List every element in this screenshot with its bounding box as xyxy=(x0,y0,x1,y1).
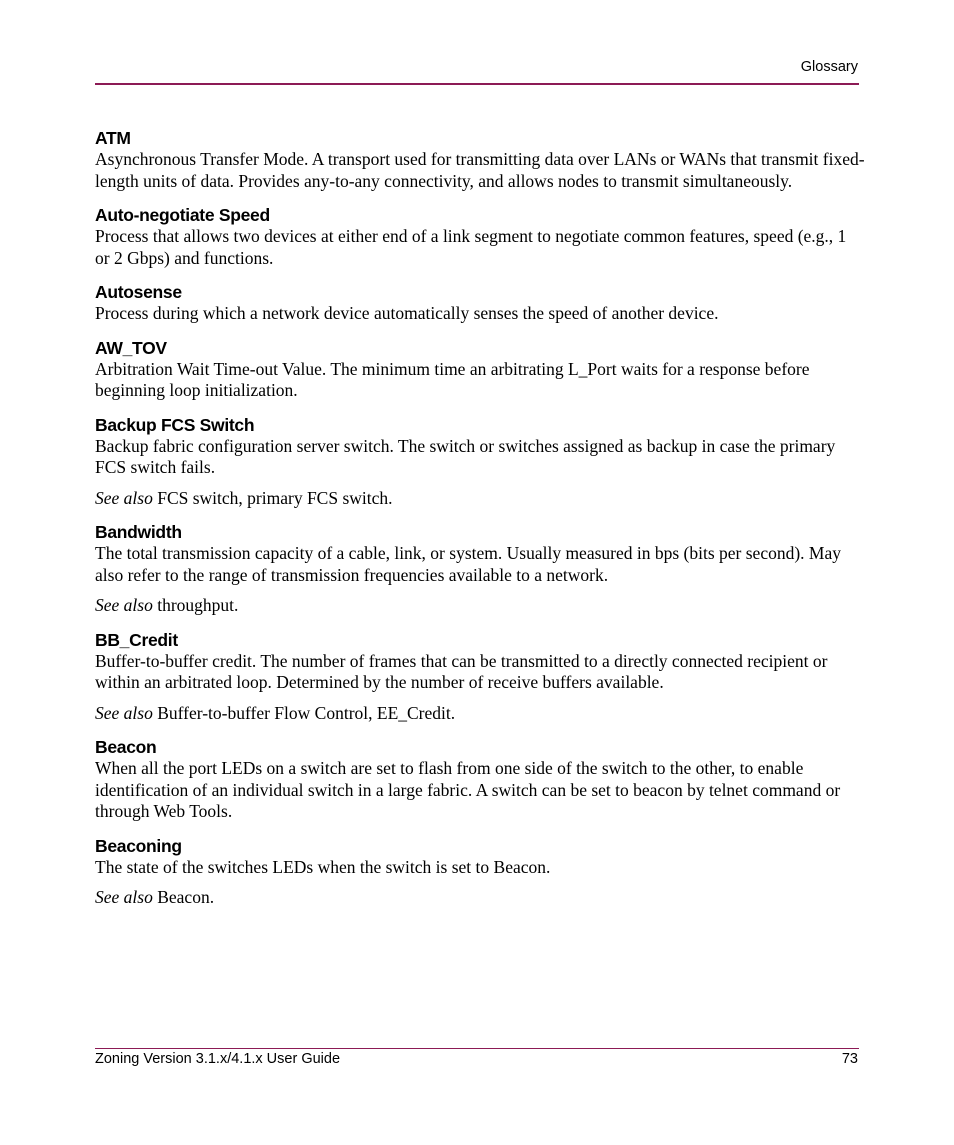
see-also-reference: throughput. xyxy=(157,595,239,615)
footer-rule xyxy=(95,1048,859,1049)
glossary-term: AW_TOV xyxy=(95,337,167,358)
glossary-entry-atm xyxy=(95,125,865,192)
see-also-label: See also xyxy=(95,487,153,508)
glossary-term: BB_Credit xyxy=(95,629,178,650)
glossary-term: Bandwidth xyxy=(95,522,182,542)
glossary-entry-autosense xyxy=(95,279,865,325)
page-number: 73 xyxy=(841,1051,858,1067)
glossary-entry-beaconing xyxy=(95,833,865,909)
see-also xyxy=(95,488,865,510)
see-also-label: See also xyxy=(95,887,153,907)
glossary-entry-bb-credit xyxy=(95,627,865,725)
glossary-entry-beacon xyxy=(95,734,865,823)
glossary-term: ATM xyxy=(95,128,131,148)
glossary-definition: Process during which a network device automatically senses the speed of another device. xyxy=(95,303,719,323)
glossary-entry-aw-tov xyxy=(95,335,865,402)
glossary-entry-auto-negotiate-speed xyxy=(95,202,865,269)
glossary-term: Auto-negotiate Speed xyxy=(95,205,270,225)
glossary-term: Autosense xyxy=(95,282,182,302)
see-also-reference: Beacon. xyxy=(157,887,215,907)
see-also xyxy=(95,595,865,617)
glossary-term: Backup FCS Switch xyxy=(95,414,255,435)
glossary-definition: Asynchronous Transfer Mode. A transport used for transmitting data over LANs or WANs that transmit fixed-length units of data. Provides any-to-any connectivity, and allows nodes to transmit simultaneously. xyxy=(95,149,865,191)
see-also-reference: FCS switch, primary FCS switch. xyxy=(157,487,393,508)
header-rule xyxy=(95,83,859,85)
glossary-definition: The total transmission capacity of a cable, link, or system. Usually measured in bps (bits per second). May also refer to the range of transmission frequencies available to a network. xyxy=(95,543,841,585)
glossary-definition: Process that allows two devices at either end of a link segment to negotiate common features, speed (e.g., 1 or 2 Gbps) and functions. xyxy=(95,226,847,268)
glossary-definition: When all the port LEDs on a switch are set to flash from one side of the switch to the other, to enable identification of an individual switch in a large fabric. A switch can be set to beacon by telnet command or through Web Tools. xyxy=(95,758,841,821)
glossary-definition: Backup fabric configuration server switch. The switch or switches assigned as backup in case the primary FCS switch fails. xyxy=(95,435,836,477)
see-also xyxy=(95,703,865,725)
see-also xyxy=(95,887,865,909)
glossary-list xyxy=(95,125,865,919)
glossary-term: Beacon xyxy=(95,737,157,757)
glossary-definition: Arbitration Wait Time-out Value. The minimum time an arbitrating L_Port waits for a response before beginning loop initialization. xyxy=(95,358,810,400)
see-also-label: See also xyxy=(95,595,153,615)
footer-document-title: Zoning Version 3.1.x/4.1.x User Guide xyxy=(95,1051,341,1067)
glossary-entry-bandwidth xyxy=(95,519,865,617)
glossary-definition: The state of the switches LEDs when the switch is set to Beacon. xyxy=(95,856,551,877)
glossary-term: Beaconing xyxy=(95,835,182,856)
running-header: Glossary xyxy=(800,59,858,75)
see-also-reference: Buffer-to-buffer Flow Control, EE_Credit. xyxy=(157,702,456,723)
glossary-definition: Buffer-to-buffer credit. The number of frames that can be transmitted to a directly connected recipient or within an arbitrated loop. Determined by the number of receive buffers available. xyxy=(95,650,828,692)
see-also-label: See also xyxy=(95,702,153,723)
glossary-entry-backup-fcs-switch xyxy=(95,412,865,510)
